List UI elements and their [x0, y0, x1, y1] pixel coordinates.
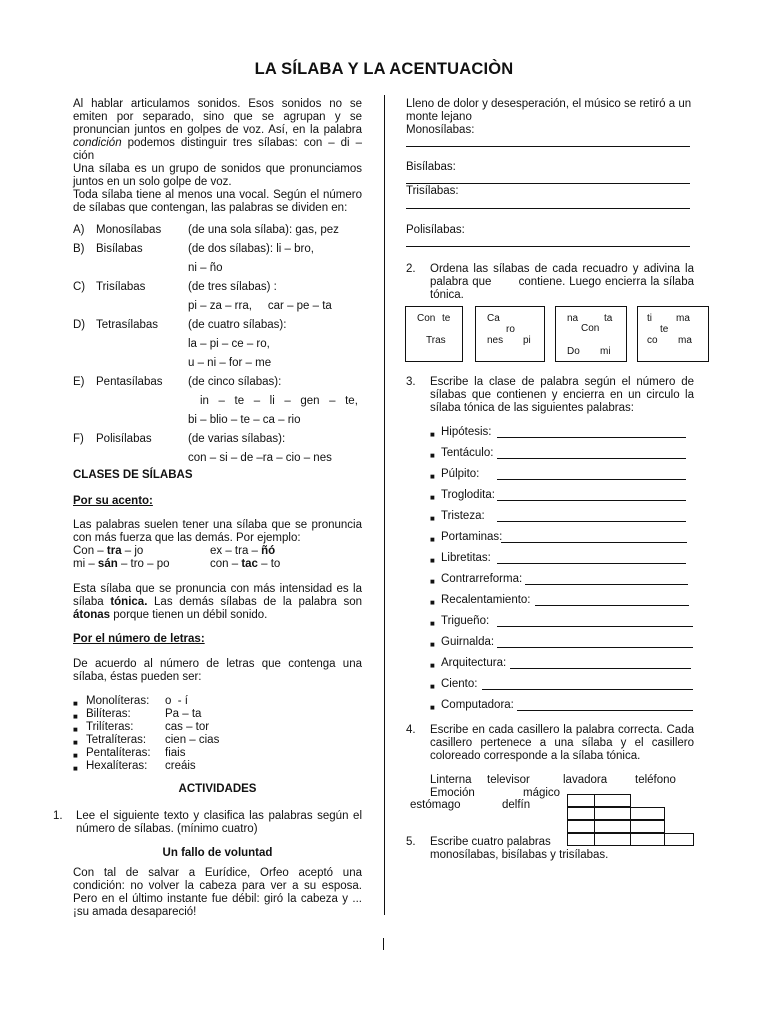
answer-line[interactable]	[535, 605, 689, 606]
type-name: Trisílabas	[96, 281, 146, 293]
type-desc: (de cuatro sílabas):	[188, 319, 287, 331]
list-item-example: cas – tor	[165, 721, 210, 733]
list-item: Tetralíteras:	[86, 734, 147, 746]
type-desc: (de una sola sílaba): gas, pez	[188, 224, 339, 236]
word-option: teléfono	[635, 774, 676, 786]
type-desc: (de cinco sílabas):	[188, 376, 282, 388]
type-name: Bisílabas	[96, 243, 143, 255]
answer-line[interactable]	[406, 183, 690, 184]
answer-line[interactable]	[497, 479, 686, 480]
question-3-text: Escribe la clase de palabra según el número de sílabas que contienen y encierra en un circulo la sílaba tónica de las siguientes palabras:	[430, 376, 694, 414]
word-label: Hipótesis:	[441, 426, 492, 438]
word-option: televisor	[487, 774, 530, 786]
grid-cell[interactable]	[567, 833, 595, 846]
bullet-icon: ■	[73, 712, 78, 721]
word-label: Arquitectura:	[441, 657, 507, 669]
word-option: lavadora	[563, 774, 608, 786]
word-label: Púlpito:	[441, 468, 480, 480]
word-label: Libretitas:	[441, 552, 491, 564]
answer-line[interactable]	[497, 458, 686, 459]
type-example: u – ni – for – me	[188, 357, 272, 369]
syllable-box: na ta Con Do mi	[555, 306, 627, 362]
tonica-paragraph: Esta sílaba que se pronuncia con más intensidad es la sílaba tónica. Las demás sílabas de la palabra son átonas porque tienen un débil sonido.	[73, 583, 362, 621]
acento-example: con – tac – to	[210, 558, 281, 570]
word-label: Trigueño:	[441, 615, 490, 627]
type-example: ni – ño	[188, 262, 223, 274]
word-label: Guirnalda:	[441, 636, 495, 648]
question-5-text: Escribe cuatro palabras	[430, 836, 551, 848]
answer-line[interactable]	[501, 542, 687, 543]
answer-line[interactable]	[497, 563, 686, 564]
type-name: Polisílabas	[96, 433, 152, 445]
type-example: in – te – li – gen – te,	[200, 395, 358, 407]
acento-example: mi – sán – tro – po	[73, 558, 170, 570]
answer-line[interactable]	[406, 246, 690, 247]
word-label: Tristeza:	[441, 510, 485, 522]
word-option: Emoción	[430, 787, 475, 799]
word-option: delfín	[502, 799, 531, 811]
word-option: mágico	[523, 787, 561, 799]
grid-cell[interactable]	[664, 833, 694, 846]
word-label: Recalentamiento:	[441, 594, 531, 606]
type-name: Monosílabas	[96, 224, 162, 236]
question-4-text: Escribe en cada casillero la palabra correcta. Cada casillero pertenece a una sílaba y el casillero coloreado corresponde a la sílaba tónica.	[430, 724, 694, 762]
grid-cell[interactable]	[594, 833, 631, 846]
actividades-heading: ACTIVIDADES	[178, 783, 257, 795]
type-desc: (de varias sílabas):	[188, 433, 286, 445]
intro-paragraph: Al hablar articulamos sonidos. Esos sonidos no se emiten por separado, sino que se agrupan y se pronuncian juntos en golpes de voz. Así, en la palabra condición podemos distinguir tres sílabas: con – di – ción Una sílaba es un grupo de sonidos que pronunciamos juntos en un solo golpe de voz. Toda sílaba tiene al menos una vocal. Según el número de sílabas que contengan, las palabras se dividen en:	[73, 98, 362, 214]
acento-example: ex – tra – ñó	[210, 545, 276, 557]
type-desc: (de tres sílabas) :	[188, 281, 277, 293]
answer-line[interactable]	[497, 647, 693, 648]
list-item: Bilíteras:	[86, 708, 131, 720]
bisilabas-label: Bisílabas:	[406, 161, 456, 173]
grid-cell[interactable]	[630, 820, 665, 833]
grid-cell[interactable]	[630, 807, 665, 820]
answer-line[interactable]	[482, 689, 693, 690]
bullet-icon: ■	[73, 738, 78, 747]
type-letter: E)	[73, 376, 85, 388]
question-5-text: monosílabas, bisílabas y trisílabas.	[430, 849, 609, 861]
grid-cell[interactable]	[594, 807, 631, 820]
letras-paragraph: De acuerdo al número de letras que contenga una sílaba, éstas pueden ser:	[73, 658, 362, 683]
type-example: pi – za – rra, car – pe – ta	[188, 300, 332, 312]
answer-line[interactable]	[497, 521, 686, 522]
clases-heading: CLASES DE SÍLABAS	[73, 469, 193, 481]
type-letter: B)	[73, 243, 85, 255]
list-item: Monolíteras:	[86, 695, 150, 707]
polisilabas-label: Polisílabas:	[406, 224, 465, 236]
story-continuation: monte lejano	[406, 111, 472, 123]
trisilabas-label: Trisílabas:	[406, 185, 459, 197]
story-paragraph: Con tal de salvar a Eurídice, Orfeo aceptó una condición: no volver la cabeza para ver a su esposa. Pero en el último instante fue débil: giró la cabeza y ... ¡su amada desapareció!	[73, 867, 362, 918]
question-number: 2.	[406, 263, 416, 275]
answer-line[interactable]	[497, 626, 693, 627]
letras-heading: Por el número de letras:	[73, 633, 205, 645]
answer-line[interactable]	[510, 668, 691, 669]
word-label: Computadora:	[441, 699, 514, 711]
type-letter: A)	[73, 224, 85, 236]
syllable-box: Ca ro nes pi	[475, 306, 545, 362]
grid-cell[interactable]	[567, 807, 595, 820]
grid-cell[interactable]	[594, 794, 631, 807]
type-letter: C)	[73, 281, 86, 293]
question-2-text: Ordena las sílabas de cada recuadro y adivina la palabra que contiene. Luego encierra la sílaba tónica.	[430, 263, 694, 301]
grid-cell[interactable]	[567, 820, 595, 833]
word-label: Portaminas:	[441, 531, 503, 543]
answer-line[interactable]	[406, 146, 690, 147]
type-desc: (de dos sílabas): li – bro,	[188, 243, 314, 255]
answer-line[interactable]	[525, 584, 688, 585]
story-title: Un fallo de voluntad	[162, 847, 273, 859]
word-label: Ciento:	[441, 678, 478, 690]
list-item-example: cien – cias	[165, 734, 220, 746]
type-name: Tetrasílabas	[96, 319, 159, 331]
answer-line[interactable]	[497, 437, 686, 438]
grid-cell[interactable]	[630, 833, 665, 846]
type-letter: F)	[73, 433, 84, 445]
word-label: Tentáculo:	[441, 447, 494, 459]
syllable-box: Con te Tras	[405, 306, 463, 362]
word-label: Contrarreforma:	[441, 573, 523, 585]
question-number: 3.	[406, 376, 416, 388]
acento-paragraph: Las palabras suelen tener una sílaba que se pronuncia con más fuerza que las demás. Por ejemplo:	[73, 519, 362, 544]
word-label: Troglodita:	[441, 489, 495, 501]
answer-line[interactable]	[406, 208, 690, 209]
type-name: Pentasílabas	[96, 376, 163, 388]
type-letter: D)	[73, 319, 86, 331]
question-number: 5.	[406, 836, 416, 848]
list-item: Pentalíteras:	[86, 747, 151, 759]
grid-cell[interactable]	[567, 794, 595, 807]
answer-line[interactable]	[497, 500, 686, 501]
monosilabas-label: Monosílabas:	[406, 124, 475, 136]
list-item-example: Pa – ta	[165, 708, 202, 720]
grid-cell[interactable]	[594, 820, 631, 833]
type-example: la – pi – ce – ro,	[188, 338, 270, 350]
acento-example: Con – tra – jo	[73, 545, 144, 557]
word-option: Linterna	[430, 774, 472, 786]
bullet-icon: ■	[73, 699, 78, 708]
bullet-icon: ■	[73, 751, 78, 760]
list-item-example: fiais	[165, 747, 186, 759]
word-option: estómago	[410, 799, 461, 811]
list-item-example: creáis	[165, 760, 196, 772]
list-item: Hexalíteras:	[86, 760, 148, 772]
question-1-text: Lee el siguiente texto y clasifica las palabras según el número de sílabas. (mínimo cuatro)	[76, 810, 362, 835]
answer-line[interactable]	[517, 710, 693, 711]
question-number: 4.	[406, 724, 416, 736]
type-example: bi – blio – te – ca – rio	[188, 414, 301, 426]
bullet-icon: ■	[73, 725, 78, 734]
column-divider	[384, 95, 385, 915]
story-continuation: Lleno de dolor y desesperación, el músico se retiró a un	[406, 98, 692, 110]
question-number: 1.	[53, 810, 63, 822]
acento-heading: Por su acento:	[73, 495, 153, 507]
bullet-icon: ■	[73, 764, 78, 773]
list-item-example: o - í	[165, 695, 189, 707]
page-marker	[383, 938, 384, 950]
list-item: Trilíteras:	[86, 721, 134, 733]
page-title: LA SÍLABA Y LA ACENTUACIÒN	[254, 60, 514, 78]
syllable-box: ti ma te co ma	[637, 306, 709, 362]
type-example: con – si – de –ra – cio – nes	[188, 452, 332, 464]
